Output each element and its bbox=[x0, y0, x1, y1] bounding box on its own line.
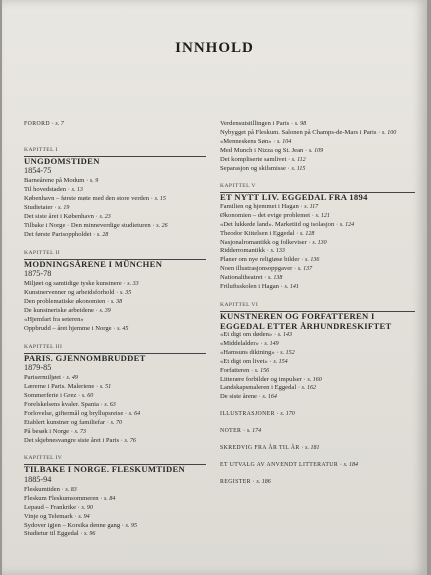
toc-entry-page: s. 143 bbox=[277, 332, 293, 338]
chapter-1 bbox=[24, 147, 214, 240]
toc-entry-text: Forfatteren bbox=[220, 366, 250, 374]
toc-entry: Parisermiljøet · s. 49 bbox=[24, 374, 78, 382]
toc-entry-page: s. 186 bbox=[256, 478, 271, 485]
toc-entry-page: s. 70 bbox=[110, 419, 122, 426]
toc-entry-page: s. 109 bbox=[308, 147, 324, 154]
toc-entry-text: «Det lukkede land». Marketiid og isolasjon bbox=[220, 220, 335, 228]
toc-entry-text: «Hjemfart fra seteren» bbox=[24, 315, 84, 323]
toc-entry-page: s. 45 bbox=[117, 325, 129, 332]
chapter-title: UNGDOMSTIDEN bbox=[24, 155, 100, 166]
toc-entry: Det skjebnesvangre siste året i Paris · s. 76 bbox=[24, 436, 136, 444]
chapter-entries bbox=[220, 203, 420, 292]
toc-entry-text: Etablert kunstner og familiefar bbox=[24, 418, 106, 426]
chapter-years: 1885-94 bbox=[24, 474, 52, 484]
chapter-entries bbox=[24, 374, 214, 445]
toc-entry: «Hamsuns diktning» · s. 152 bbox=[220, 348, 295, 356]
toc-entry-text: Det kompliserte samlivet bbox=[220, 155, 287, 163]
end-matter-entry: ET UTVALG AV ANVENDT LITTERATUR · s. 184 bbox=[220, 460, 358, 468]
toc-entry-page: s. 7 bbox=[55, 121, 64, 127]
toc-entry-page: s. 49 bbox=[66, 375, 78, 382]
toc-entry-text: Separasjon og skilsmisse bbox=[220, 164, 286, 172]
toc-entry-text: Fleskumtiden bbox=[24, 485, 60, 493]
toc-entry: Familien og hjemmet i Hagan · s. 117 bbox=[220, 202, 319, 210]
toc-entry-text: Theodor Kittelsen i Eggedal bbox=[220, 229, 295, 237]
toc-entry bbox=[24, 316, 214, 325]
chapter-title: MODNINGSÅRENE I MÜNCHEN bbox=[24, 258, 163, 269]
toc-entry-page: s. 133 bbox=[270, 248, 285, 255]
toc-entry: Oppbrudd – året hjemme i Norge · s. 45 bbox=[24, 324, 129, 332]
toc-entry-page: s. 181 bbox=[305, 445, 320, 452]
toc-entry-page: s. 94 bbox=[78, 513, 90, 520]
toc-entry-page: s. 115 bbox=[291, 165, 306, 172]
toc-entry: Etablert kunstner og familiefar · s. 70 bbox=[24, 418, 122, 426]
toc-entry-text: Til hovedstaden bbox=[24, 186, 67, 194]
toc-entry-text: Noen illustrasjonsoppgaver bbox=[220, 265, 293, 273]
toc-entry-text: De kunstneriske arbeidene bbox=[24, 306, 94, 314]
toc-entry: «Menneskens Søn» · s. 104 bbox=[220, 137, 292, 145]
toc-entry: Tilbake i Norge · Den minneverdige studieturen · s. 26 bbox=[24, 221, 168, 229]
chapter-label: KAPITTEL II bbox=[24, 249, 61, 256]
toc-entry-page: s. 84 bbox=[104, 495, 116, 502]
toc-entry: Verdensutstillingen i Paris · s. 98 bbox=[220, 120, 307, 127]
end-matter-entry: NOTER · s. 174 bbox=[220, 427, 262, 435]
toc-entry: Kunstnervenner og arbeidsforhold · s. 35 bbox=[24, 289, 132, 297]
toc-entry-text: Det siste året i København bbox=[24, 213, 94, 221]
toc-entry-page: s. 128 bbox=[300, 230, 315, 237]
chapter-5 bbox=[220, 183, 420, 292]
toc-entry-page: s. 164 bbox=[262, 394, 277, 401]
toc-entry-page: s. 95 bbox=[125, 522, 137, 529]
toc-entry-page: s. 156 bbox=[254, 367, 270, 374]
toc-entry-page: s. 117 bbox=[304, 203, 319, 210]
toc-entry: Lepaud – Frankrike · s. 90 bbox=[24, 503, 93, 511]
book-page bbox=[2, 0, 427, 575]
toc-entry-page: s. 76 bbox=[124, 437, 136, 444]
toc-entry-page: s. 130 bbox=[312, 239, 327, 246]
chapter-entries bbox=[24, 177, 214, 239]
toc-entry-page: s. 98 bbox=[294, 121, 307, 127]
toc-entry-text: Nybygget på Fleskum. Salonen på Champs-de-Mars i Paris bbox=[220, 128, 377, 136]
toc-entry-page: s. 112 bbox=[291, 156, 306, 163]
toc-entry-page: s. 141 bbox=[284, 284, 299, 291]
toc-entry-text: Det skjebnesvangre siste året i Paris bbox=[24, 436, 120, 444]
end-matter-entry: ILLUSTRASJONER · s. 170 bbox=[220, 410, 295, 418]
toc-entry-text: Forelskelsens kvaler. Spania bbox=[24, 400, 99, 408]
page-title: INNHOLD bbox=[175, 40, 254, 56]
toc-entry: De siste årene · s. 164 bbox=[220, 393, 277, 401]
toc-entry-text: «Menneskens Søn» bbox=[220, 137, 272, 145]
toc-entry-text: De siste årene bbox=[220, 393, 257, 401]
toc-entry-page: s. 104 bbox=[276, 138, 292, 145]
toc-entry: Noen illustrasjonsoppgaver · s. 137 bbox=[220, 265, 313, 273]
toc-entry-text: Studietater bbox=[24, 204, 53, 212]
toc-entry-page: s. 121 bbox=[315, 212, 330, 219]
chapter-6 bbox=[220, 302, 420, 402]
toc-entry-page: s. 83 bbox=[65, 486, 77, 493]
toc-entry: Nybygget på Fleskum. Salonen på Champs-de-Mars i Paris · s. 100 bbox=[220, 128, 397, 136]
toc-entry-text: Fleskum Fleskumsommeren bbox=[24, 494, 99, 502]
toc-entry-text: «Hamsuns diktning» bbox=[220, 348, 275, 356]
toc-entry-text: Lærerne i Paris. Maleriene bbox=[24, 383, 95, 391]
toc-entry-text: FORORD bbox=[24, 121, 50, 127]
toc-entry: Friluftsskolen i Hagan · s. 141 bbox=[220, 283, 299, 291]
toc-entry-text: Friluftsskolen i Hagan bbox=[220, 283, 279, 291]
toc-entry-text: ET UTVALG AV ANVENDT LITTERATUR bbox=[220, 461, 339, 468]
toc-entry-text: Den problematiske økonomien bbox=[24, 298, 106, 306]
toc-entry-page: s. 9 bbox=[89, 178, 99, 185]
toc-entry-text: På besøk i Norge bbox=[24, 427, 70, 435]
end-matter-list bbox=[220, 410, 420, 487]
chapter-4-continued-entries bbox=[220, 120, 420, 173]
toc-entry-page: s. 63 bbox=[104, 401, 116, 408]
end-matter-entry: SKREDVIG FRA ÅR TIL ÅR · s. 181 bbox=[220, 444, 320, 452]
toc-entry-text: Verdensutstillingen i Paris bbox=[220, 120, 290, 127]
toc-entry-text: Med Munch i Nizza og St. Jean bbox=[220, 146, 304, 154]
toc-entry: Separasjon og skilsmisse · s. 115 bbox=[220, 164, 306, 172]
toc-entry-text: «Middelalder» bbox=[220, 339, 259, 347]
toc-entry-text: «Et digt om livet» bbox=[220, 357, 268, 365]
chapter-2 bbox=[24, 250, 214, 334]
toc-entry-page: s. 15 bbox=[154, 196, 166, 203]
toc-entry-page: s. 28 bbox=[96, 231, 109, 238]
chapter-3 bbox=[24, 344, 214, 446]
toc-entry-page: s. 136 bbox=[304, 257, 320, 264]
toc-entry-page: s. 13 bbox=[71, 187, 83, 194]
toc-entry: Fleskum Fleskumsommeren · s. 84 bbox=[24, 494, 116, 502]
toc-entry: Vinje og Telemark · s. 94 bbox=[24, 512, 90, 520]
toc-entry: Barneårene på Modum · s. 9 bbox=[24, 177, 99, 185]
chapter-entries bbox=[24, 280, 214, 333]
toc-entry-page: s. 184 bbox=[343, 461, 358, 468]
toc-entry-page: s. 39 bbox=[99, 307, 111, 314]
toc-entry-page: s. 100 bbox=[381, 129, 397, 136]
toc-entry-text: Litterære forbilder og impulser bbox=[220, 375, 302, 383]
toc-entry-text: Sydover igjen – Korsika denne gang bbox=[24, 521, 121, 529]
toc-entry: Litterære forbilder og impulser · s. 160 bbox=[220, 375, 322, 383]
toc-entry: Fleskumtiden · s. 83 bbox=[24, 485, 77, 493]
toc-entry: Sommerferie i Grez · s. 60 bbox=[24, 392, 94, 399]
toc-entry: «Middelalder» · s. 149 bbox=[220, 339, 279, 347]
chapter-label: KAPITTEL V bbox=[220, 183, 256, 190]
toc-entry-page: s. 26 bbox=[156, 222, 168, 229]
toc-entry-text: Kunstnervenner og arbeidsforhold bbox=[24, 289, 115, 297]
toc-entry-text: Miljøet og samtidige tyske kunstnere bbox=[24, 280, 122, 288]
chapter-entries bbox=[220, 331, 420, 402]
toc-entry-page: s. 149 bbox=[264, 340, 279, 347]
toc-entry: Til hovedstaden · s. 13 bbox=[24, 186, 83, 194]
toc-entry-page: s. 137 bbox=[297, 266, 313, 273]
toc-entry: Nationaltheatret · s. 138 bbox=[220, 274, 283, 282]
chapter-title: ET NYTT LIV. EGGEDAL FRA 1894 bbox=[220, 192, 368, 203]
chapter-title: KUNSTNEREN OG FORFATTEREN I EGGEDAL ETTER ÅRHUNDRESKIFTET bbox=[220, 311, 392, 331]
chapter-label: KAPITTEL III bbox=[24, 343, 63, 350]
toc-entry: «Det lukkede land». Marketiid og isolasjon · s. 124 bbox=[220, 220, 355, 228]
toc-entry-page: s. 51 bbox=[99, 384, 112, 391]
toc-entry: Studietur til Eggedal · s. 96 bbox=[24, 530, 96, 538]
toc-entry: Økonomien – det evige problemet · s. 121 bbox=[220, 211, 330, 219]
toc-entry: Miljøet og samtidige tyske kunstnere · s. 33 bbox=[24, 280, 139, 288]
toc-entry-page: s. 96 bbox=[84, 531, 96, 538]
end-matter-entry: REGISTER · s. 186 bbox=[220, 477, 271, 485]
toc-entry-page: s. 174 bbox=[246, 428, 262, 435]
chapter-years: 1879-85 bbox=[24, 363, 52, 373]
toc-entry-page: s. 35 bbox=[119, 290, 132, 297]
toc-entry-page: s. 152 bbox=[280, 349, 295, 356]
toc-entry-text: Planer om nye religiøse bilder bbox=[220, 256, 300, 264]
toc-entry: Studietater · s. 19 bbox=[24, 204, 70, 212]
toc-entry: Det første Parisoppholdet · s. 28 bbox=[24, 230, 109, 238]
toc-entry-text: Økonomien – det evige problemet bbox=[220, 211, 311, 219]
toc-entry: Lærerne i Paris. Maleriene · s. 51 bbox=[24, 383, 112, 391]
toc-entry-text: Landskapsmaleren i Eggedal bbox=[220, 384, 297, 392]
toc-entry-text: Sommerferie i Grez bbox=[24, 392, 77, 399]
toc-left-column bbox=[24, 120, 214, 539]
toc-entry-page: s. 154 bbox=[273, 358, 288, 365]
toc-entry-text: Barneårene på Modum bbox=[24, 177, 85, 185]
toc-entry: Den problematiske økonomien · s. 38 bbox=[24, 298, 123, 306]
toc-entry-text: Oppbrudd – året hjemme i Norge bbox=[24, 324, 112, 332]
toc-entry: Med Munch i Nizza og St. Jean · s. 109 bbox=[220, 146, 324, 154]
toc-entry-page: s. 23 bbox=[99, 214, 111, 221]
toc-entry-text: Familien og hjemmet i Hagan bbox=[220, 202, 299, 210]
chapter-years: 1875-78 bbox=[24, 269, 52, 279]
toc-entry-page: s. 170 bbox=[280, 411, 295, 418]
toc-entry-forord: FORORD · s. 7 bbox=[24, 120, 64, 127]
chapter-label: KAPITTEL IV bbox=[24, 455, 63, 462]
toc-entry-page: s. 73 bbox=[74, 428, 86, 435]
chapter-4 bbox=[24, 455, 214, 539]
toc-entry-text: ILLUSTRASJONER bbox=[220, 411, 275, 418]
toc-entry-page: s. 162 bbox=[301, 385, 317, 392]
chapter-title: PARIS. GJENNOMBRUDDET bbox=[24, 352, 146, 363]
toc-entry: Forlovelse, giftermål og bryllupsreise · s. 64 bbox=[24, 409, 141, 417]
toc-entry-text: København – første møte med den store verden bbox=[24, 195, 150, 203]
toc-entry-text: Nationaltheatret bbox=[220, 274, 263, 282]
toc-entry-text: Vinje og Telemark bbox=[24, 512, 73, 520]
toc-entry: På besøk i Norge · s. 73 bbox=[24, 427, 86, 435]
toc-entry-page: s. 60 bbox=[81, 393, 94, 399]
toc-entry-page: s. 64 bbox=[128, 410, 141, 417]
toc-entry-page: s. 160 bbox=[307, 376, 322, 383]
toc-entry: Det kompliserte samlivet · s. 112 bbox=[220, 155, 306, 163]
chapter-label: KAPITTEL I bbox=[24, 146, 58, 153]
toc-entry: Nasjonalromantikk og folkeviser · s. 130 bbox=[220, 238, 327, 246]
toc-entry: Planer om nye religiøse bilder · s. 136 bbox=[220, 256, 320, 264]
toc-entry: Forfatteren · s. 156 bbox=[220, 366, 270, 374]
toc-right-column bbox=[220, 120, 420, 495]
toc-entry-page: s. 19 bbox=[58, 205, 70, 212]
toc-entry-text: SKREDVIG FRA ÅR TIL ÅR bbox=[220, 445, 300, 452]
toc-entry-text: Tilbake i Norge · Den minneverdige studieturen bbox=[24, 221, 151, 229]
toc-entry: Landskapsmaleren i Eggedal · s. 162 bbox=[220, 384, 317, 392]
toc-entry-text: Studietur til Eggedal bbox=[24, 530, 79, 538]
toc-entry-text: Forlovelse, giftermål og bryllupsreise bbox=[24, 409, 124, 417]
toc-entry: København – første møte med den store verden · s. 15 bbox=[24, 195, 166, 203]
chapter-title: TILBAKE I NORGE. FLESKUMTIDEN bbox=[24, 464, 186, 475]
toc-entry: Ridderromantikk · s. 133 bbox=[220, 247, 285, 255]
chapter-entries bbox=[24, 486, 214, 539]
toc-entry-text: REGISTER bbox=[220, 478, 251, 485]
toc-entry-text: Det første Parisoppholdet bbox=[24, 230, 92, 238]
chapter-label: KAPITTEL VI bbox=[220, 302, 259, 308]
toc-entry: Sydover igjen – Korsika denne gang · s. 95 bbox=[24, 521, 137, 529]
toc-entry-page: s. 124 bbox=[339, 221, 355, 228]
toc-entry-text: Ridderromantikk bbox=[220, 247, 266, 255]
toc-entry-text: NOTER bbox=[220, 428, 242, 435]
toc-entry: Det siste året i København · s. 23 bbox=[24, 213, 111, 221]
toc-entry: Theodor Kittelsen i Eggedal · s. 128 bbox=[220, 229, 315, 237]
toc-entry-page: s. 90 bbox=[81, 504, 93, 511]
toc-entry-text: Lepaud – Frankrike bbox=[24, 503, 76, 511]
toc-entry-text: «Et digt om døden» bbox=[220, 331, 273, 338]
toc-entry-page: s. 38 bbox=[110, 299, 123, 306]
toc-entry-page: s. 33 bbox=[127, 281, 139, 288]
toc-entry-text: Parisermiljøet bbox=[24, 374, 61, 382]
toc-entry: Forelskelsens kvaler. Spania · s. 63 bbox=[24, 400, 116, 408]
toc-entry-text: Nasjonalromantikk og folkeviser bbox=[220, 238, 307, 246]
toc-entry: «Et digt om livet» · s. 154 bbox=[220, 357, 288, 365]
toc-entry-page: s. 138 bbox=[267, 275, 283, 282]
toc-entry: De kunstneriske arbeidene · s. 39 bbox=[24, 306, 111, 314]
toc-entry: «Et digt om døden» · s. 143 bbox=[220, 331, 293, 338]
chapter-years: 1854-75 bbox=[24, 166, 52, 176]
